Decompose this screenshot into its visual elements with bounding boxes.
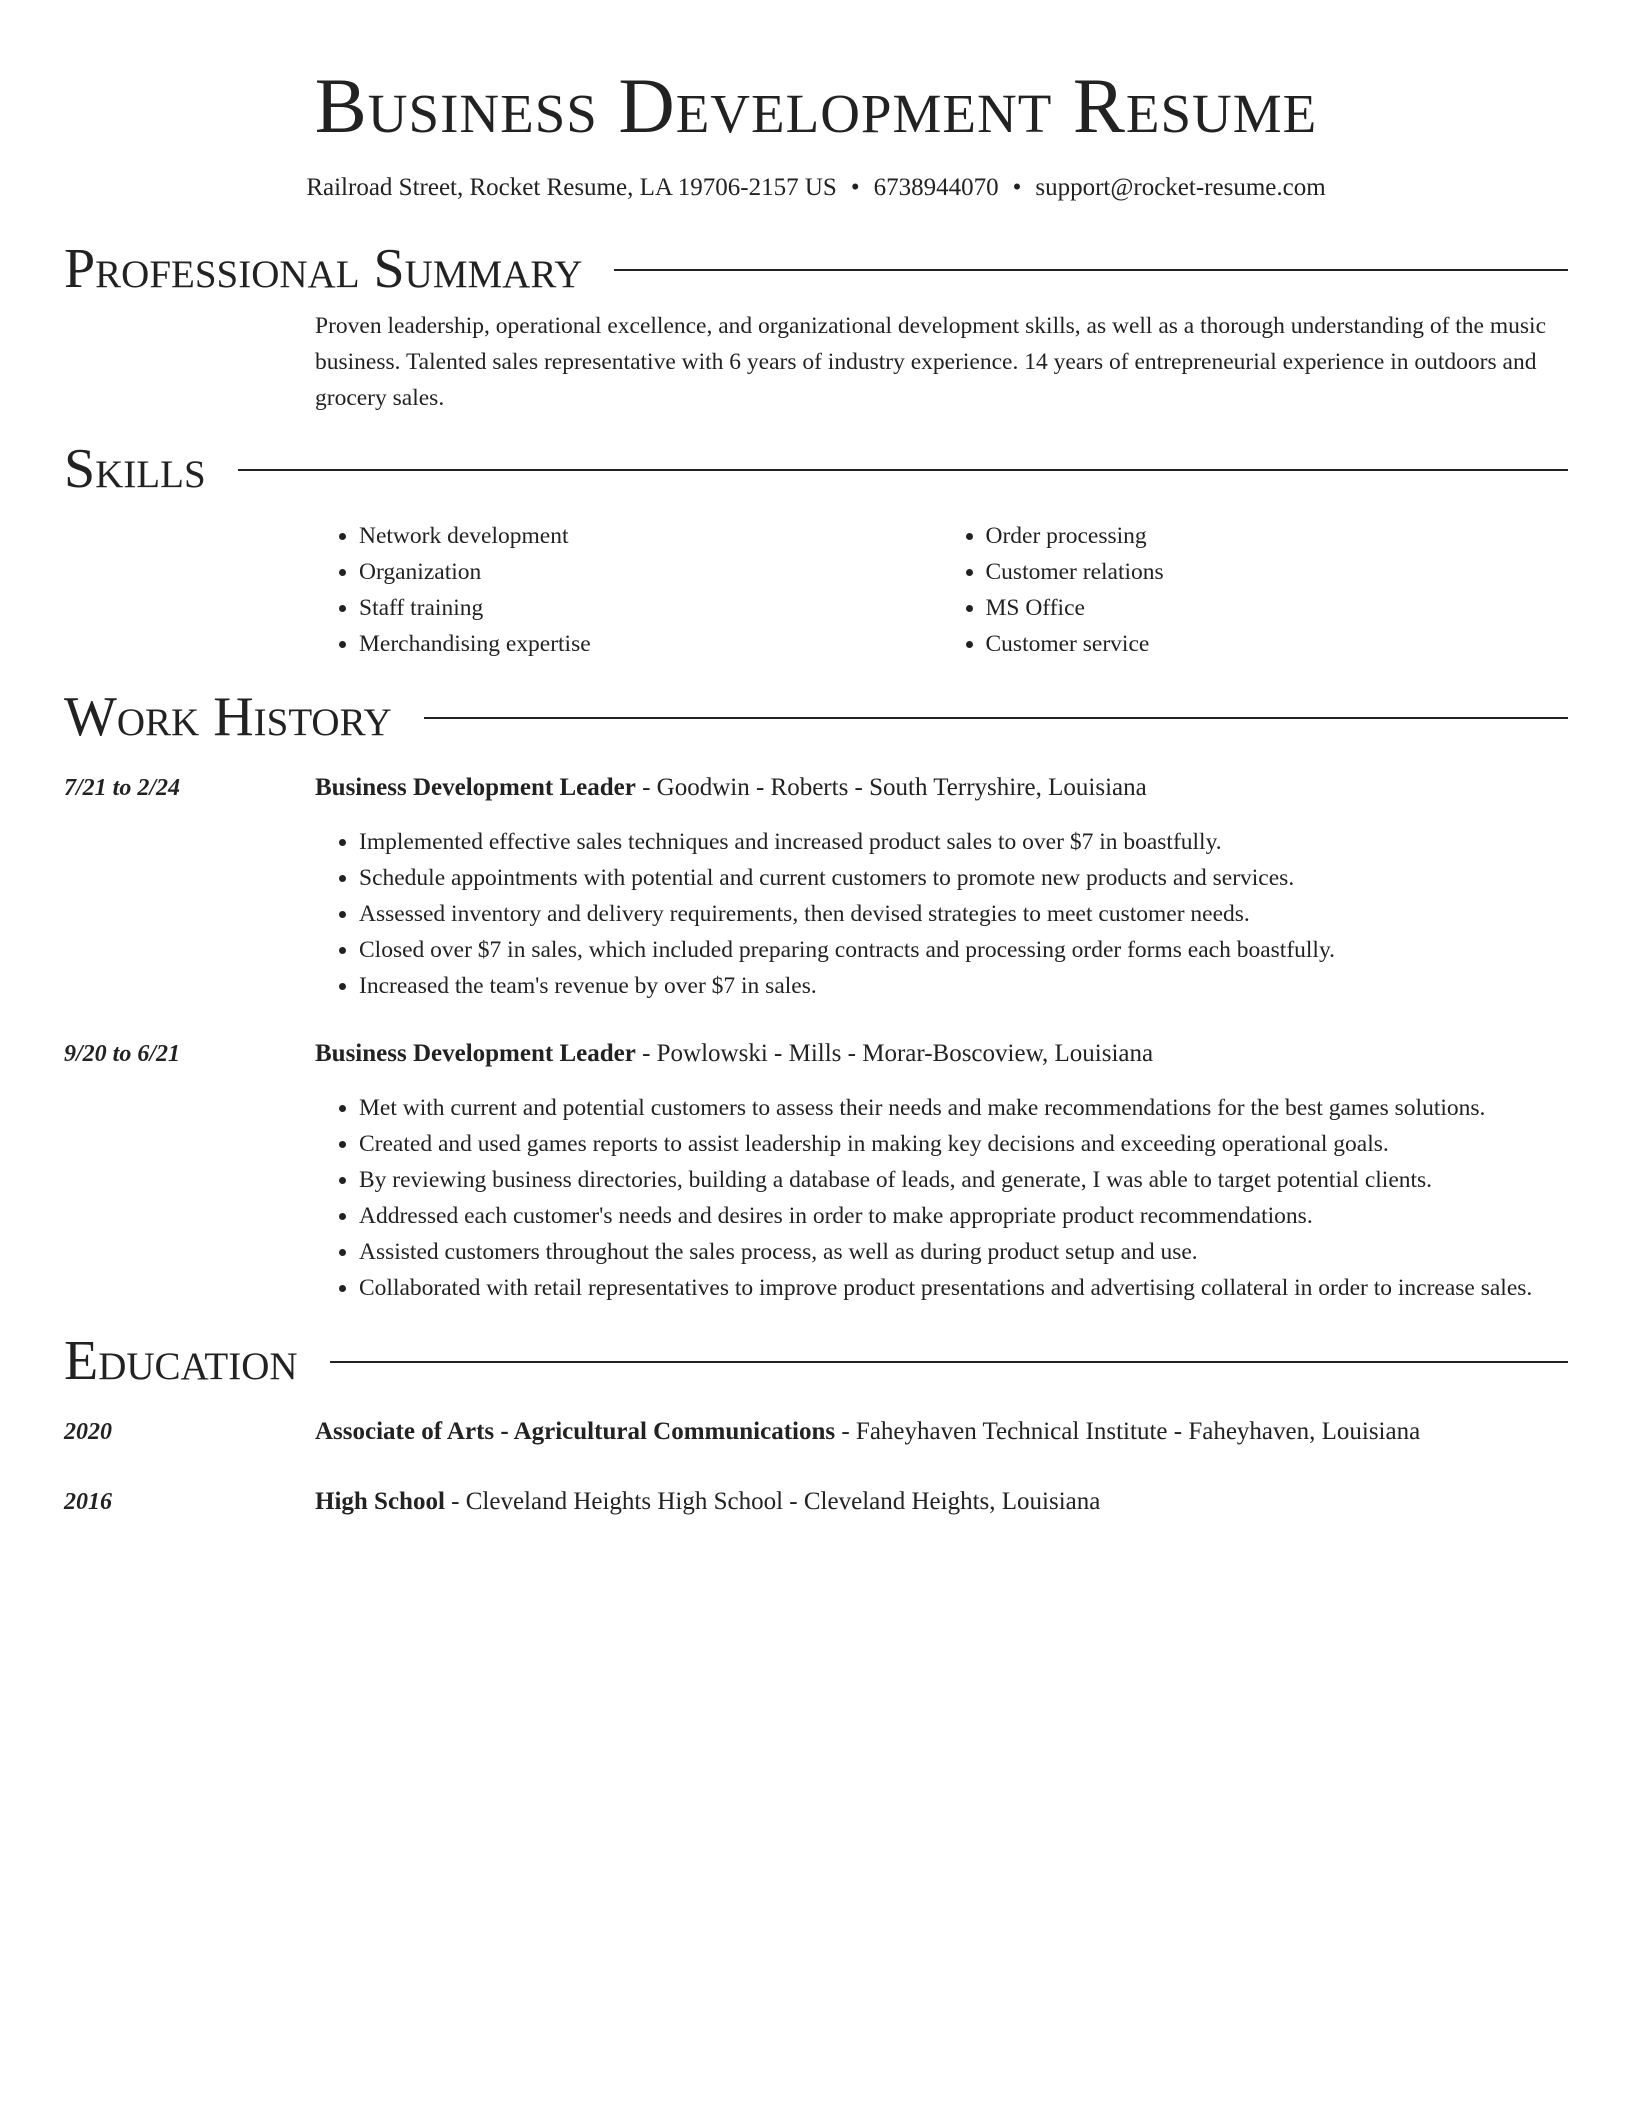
- education-body: [315, 1484, 1568, 1520]
- job-title: Business Development Leader: [315, 1040, 636, 1067]
- job-bullet: • Met with current and potential customers to assess their needs and make recommendations for the best games solutions.: [359, 1090, 1568, 1126]
- education-body: [315, 1414, 1568, 1450]
- education-role: [315, 1414, 1568, 1450]
- education-heading: Education: [64, 1330, 298, 1392]
- job-bullet: • Assisted customers throughout the sales process, as well as during product setup and use.: [359, 1234, 1568, 1270]
- work-heading: Work History: [64, 686, 392, 748]
- skill-item: • Customer service: [986, 626, 1569, 662]
- job-bullet: • Collaborated with retail representatives to improve product presentations and advertising collateral in order to increase sales.: [359, 1270, 1568, 1306]
- section-divider: [330, 1361, 1568, 1363]
- section-divider: [424, 717, 1568, 719]
- section-divider: [238, 469, 1568, 471]
- work-section-header: [64, 684, 1568, 750]
- separator-dot: •: [850, 174, 860, 201]
- contact-address: Railroad Street, Rocket Resume, LA 19706-2157 US: [306, 174, 837, 201]
- job-details: - Powlowski - Mills - Morar-Boscoview, Louisiana: [635, 1040, 1154, 1067]
- job-bullets: [315, 824, 1568, 1004]
- job-bullet: • Created and used games reports to assist leadership in making key decisions and exceeding operational goals.: [359, 1126, 1568, 1162]
- skills-column-left: [315, 518, 942, 662]
- separator-dot: •: [1012, 174, 1022, 201]
- job-bullet: • Assessed inventory and delivery requirements, then devised strategies to meet customer needs.: [359, 896, 1568, 932]
- skill-item: • Merchandising expertise: [359, 626, 942, 662]
- page-title: Business Development Resume: [314, 62, 1318, 149]
- skills-list: [315, 518, 1568, 662]
- education-role: [315, 1484, 1568, 1520]
- job-body: [315, 770, 1568, 1004]
- education-year: 2016: [64, 1489, 112, 1515]
- skill-item: • Staff training: [359, 590, 942, 626]
- summary-heading: Professional Summary: [64, 238, 583, 300]
- job-bullet: • Closed over $7 in sales, which included preparing contracts and processing order forms each boastfully.: [359, 932, 1568, 968]
- skills-section-header: [64, 436, 1568, 502]
- job-entry: [64, 770, 1568, 1004]
- education-entry: [64, 1414, 1568, 1450]
- skill-item: • MS Office: [986, 590, 1569, 626]
- skill-item: • Organization: [359, 554, 942, 590]
- job-details: - Goodwin - Roberts - South Terryshire, Louisiana: [635, 774, 1147, 801]
- education-entry: [64, 1484, 1568, 1520]
- education-year: 2020: [64, 1419, 112, 1445]
- summary-block: [315, 308, 1568, 416]
- job-entry: [64, 1036, 1568, 1306]
- skills-column-right: [942, 518, 1569, 662]
- education-degree: High School: [315, 1488, 445, 1515]
- job-date: 7/21 to 2/24: [64, 775, 181, 801]
- contact-email: support@rocket-resume.com: [1035, 174, 1326, 201]
- summary-text: Proven leadership, operational excellence, and organizational development skills, as well as a thorough understanding of the music business. Talented sales representative with 6 years of industry experience. 14 years of entrepreneurial experience in outdoors and grocery sales.: [315, 313, 1546, 411]
- skills-heading: Skills: [64, 438, 206, 500]
- job-title: Business Development Leader: [315, 774, 636, 801]
- section-divider: [614, 269, 1568, 271]
- job-role: [315, 1036, 1568, 1072]
- resume-page: [64, 0, 1568, 1520]
- job-bullets: [315, 1090, 1568, 1306]
- job-bullet: • By reviewing business directories, building a database of leads, and generate, I was able to target potential clients.: [359, 1162, 1568, 1198]
- job-bullet: • Addressed each customer's needs and desires in order to make appropriate product recommendations.: [359, 1198, 1568, 1234]
- education-details: - Cleveland Heights High School - Cleveland Heights, Louisiana: [444, 1488, 1101, 1515]
- job-role: [315, 770, 1568, 806]
- skill-item: • Customer relations: [986, 554, 1569, 590]
- summary-section-header: [64, 236, 1568, 302]
- job-bullet: • Increased the team's revenue by over $7 in sales.: [359, 968, 1568, 1004]
- job-bullet: • Implemented effective sales techniques and increased product sales to over $7 in boastfully.: [359, 824, 1568, 860]
- education-section-header: [64, 1328, 1568, 1394]
- contact-line: [64, 172, 1568, 204]
- education-degree: Associate of Arts - Agricultural Communications: [315, 1418, 836, 1445]
- job-date: 9/20 to 6/21: [64, 1041, 181, 1067]
- skill-item: • Order processing: [986, 518, 1569, 554]
- job-bullet: • Schedule appointments with potential and current customers to promote new products and services.: [359, 860, 1568, 896]
- contact-phone: 6738944070: [873, 174, 999, 201]
- skill-item: • Network development: [359, 518, 942, 554]
- education-details: - Faheyhaven Technical Institute - Faheyhaven, Louisiana: [835, 1418, 1421, 1445]
- job-body: [315, 1036, 1568, 1306]
